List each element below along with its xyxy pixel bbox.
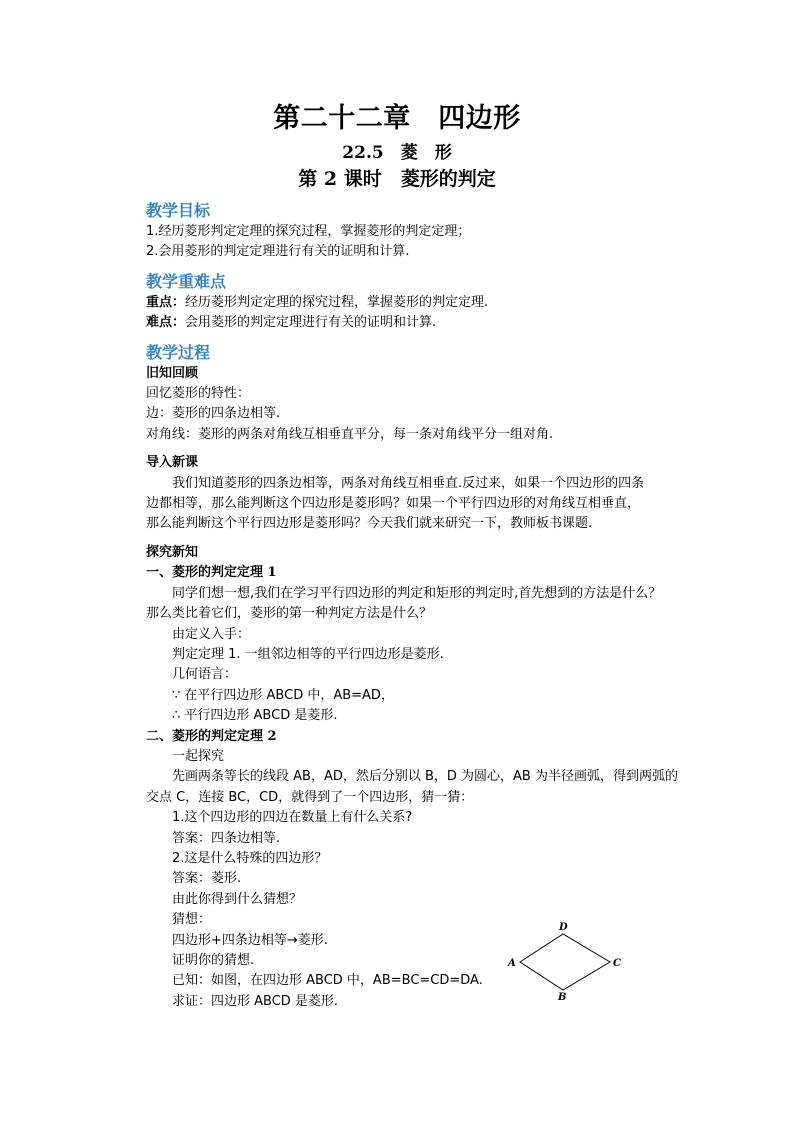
theorem1-heading: 一、菱形的判定定理 1 [146,565,277,581]
theorem2-heading: 二、菱形的判定定理 2 [146,728,277,744]
theorem1-line: 同学们想一想,我们在学习平行四边形的判定和矩形的判定时,首先想到的方法是什么？ [146,585,662,601]
review-heading: 旧知回顾 [146,365,199,381]
theorem2-line: 一起探究 [146,748,225,764]
goals-heading: 教学目标 [146,201,211,220]
theorem1-line: 几何语言： [146,667,238,683]
lesson-title: 第 2 课时 菱形的判定 [298,168,496,190]
intro-heading: 导入新课 [146,455,199,471]
theorem2-line: 证明你的猜想. [146,953,255,968]
key-label: 重点： [146,294,186,310]
theorem2-line: 答案：四条边相等. [146,830,281,846]
theorem2-line: 求证：四边形 ABCD 是菱形. [146,993,339,1009]
theorem2-line: 已知：如图，在四边形 ABCD 中，AB=BC=CD=DA. [146,973,483,989]
difficulty-label: 难点： [146,315,186,331]
key-points-heading: 教学重难点 [146,271,227,291]
theorem2-line: 1.这个四边形的四边在数量上有什么关系? [146,810,413,826]
process-heading: 教学过程 [146,342,211,362]
theorem1-line: 由定义入手： [146,626,251,642]
vertex-label-a: A [508,958,516,969]
theorem1-line: ∴ 平行四边形 ABCD 是菱形. [146,708,338,724]
explore-heading: 探究新知 [146,544,199,560]
vertex-label-b: B [558,992,567,1002]
theorem2-line: 四边形+四条边相等→菱形. [146,932,328,948]
chapter-title: 第二十二章 四边形 [273,103,521,134]
theorem2-line: 猜想： [146,912,212,928]
theorem1-line: 判定定理 1. 一组邻边相等的平行四边形是菱形. [146,646,444,662]
theorem1-line: 那么类比着它们，菱形的第一种判定方法是什么？ [146,606,433,622]
goal-item: 2.会用菱形的判定定理进行有关的证明和计算. [146,244,410,260]
rhombus-figure [500,920,630,1002]
key-point-line [146,293,686,313]
difficulty-text: 会用菱形的判定定理进行有关的证明和计算. [185,315,437,331]
review-line: 回忆菱形的特性： [146,386,251,402]
theorem2-line: 由此你得到什么猜想？ [146,891,303,907]
vertex-label-d: D [559,922,568,933]
theorem1-line: ∵ 在平行四边形 ABCD 中，AB=AD， [146,687,394,703]
review-line: 对角线：菱形的两条对角线互相垂直平分，每一条对角线平分一组对角. [146,426,554,442]
theorem2-line: 答案：菱形. [146,871,242,887]
theorem2-line: 交点 C，连接 BC，CD，就得到了一个四边形，猜一猜： [146,789,474,805]
intro-line: 边都相等，那么能判断这个四边形是菱形吗？如果一个平行四边形的对角线互相垂直， [146,496,641,512]
intro-line: 我们知道菱形的四条边相等，两条对角线互相垂直.反过来，如果一个四边形的四条 [146,475,645,491]
rhombus-svg [500,920,630,1002]
lesson-content [146,200,686,1012]
section-title: 22.5 菱 形 [342,143,452,163]
key-text: 经历菱形判定定理的探究过程，掌握菱形的判定定理. [185,294,489,310]
vertex-label-c: C [613,958,621,969]
rhombus-shape [520,934,610,990]
intro-line: 那么能判断这个平行四边形是菱形吗？今天我们就来研究一下，教师板书课题. [146,516,593,532]
difficulty-line [146,313,686,333]
theorem2-line: 先画两条等长的线段 AB，AD，然后分别以 B，D 为圆心，AB 为半径画弧，得到两弧的 [146,769,678,785]
review-line: 边：菱形的四条边相等. [146,406,281,422]
goal-item: 1.经历菱形判定定理的探究过程，掌握菱形的判定定理； [146,224,471,239]
theorem2-line: 2.这是什么特殊的四边形？ [146,850,328,866]
